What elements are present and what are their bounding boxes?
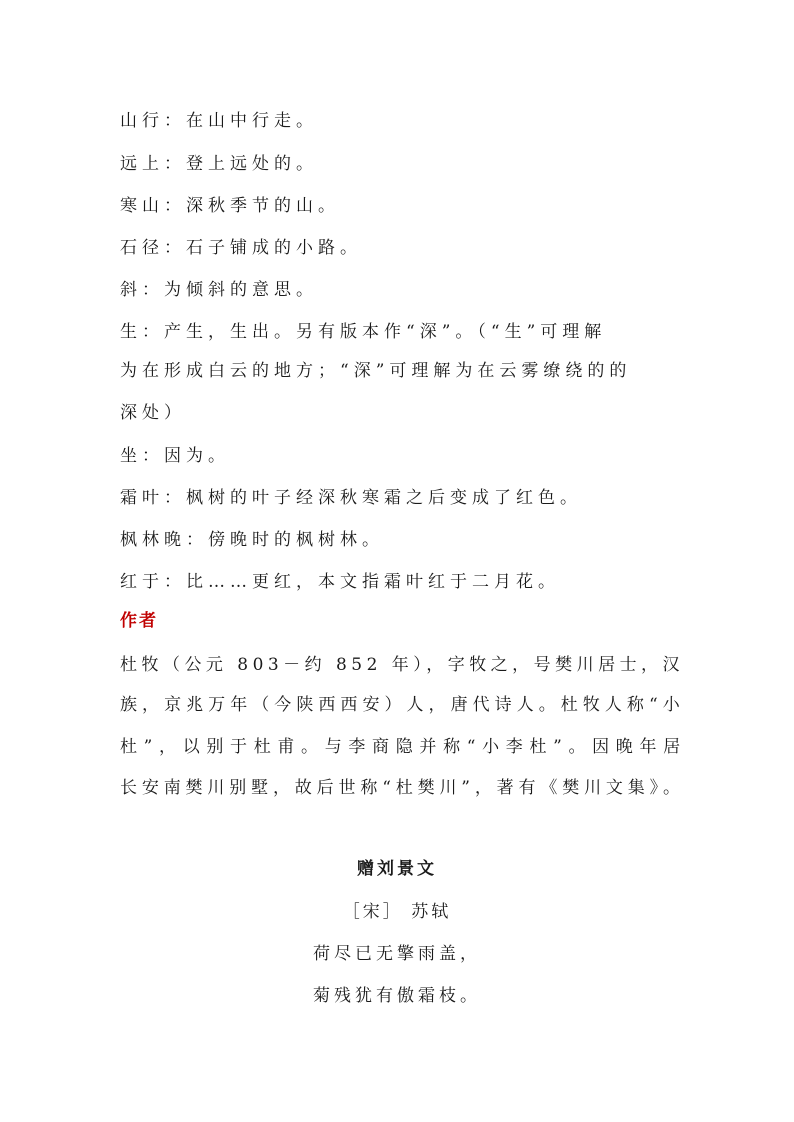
glossary-line: 寒山：深秋季节的山。 [120, 196, 340, 216]
glossary-line: 深处） [120, 403, 186, 423]
author-bio-line: 族，京兆万年（今陕西西安）人，唐代诗人。杜牧人称“小 [120, 695, 685, 715]
glossary-line: 坐：因为。 [120, 446, 230, 466]
author-bio-line: 杜”，以别于杜甫。与李商隐并称“小李杜”。因晚年居 [120, 737, 687, 757]
poem-title: 赠刘景文 [357, 859, 437, 879]
poem-line: 荷尽已无擎雨盖， [313, 944, 481, 964]
poem-line: 菊残犹有傲霜枝。 [313, 986, 481, 1006]
glossary-line: 远上：登上远处的。 [120, 154, 318, 174]
glossary-line: 生：产生，生出。另有版本作“深”。（“生”可理解 [120, 322, 607, 342]
glossary-line: 红于：比……更红，本文指霜叶红于二月花。 [120, 572, 560, 592]
glossary-line: 石径：石子铺成的小路。 [120, 238, 362, 258]
poem-byline: ［宋］ 苏轼 [342, 902, 452, 922]
glossary-line: 斜：为倾斜的意思。 [120, 280, 318, 300]
glossary-line: 霜叶：枫树的叶子经深秋寒霜之后变成了红色。 [120, 488, 582, 508]
glossary-line: 山行：在山中行走。 [120, 111, 318, 131]
author-bio-line: 长安南樊川别墅，故后世称“杜樊川”，著有《樊川文集》。 [120, 778, 685, 798]
author-heading: 作者 [120, 611, 158, 631]
glossary-line: 为在形成白云的地方；“深”可理解为在云雾缭绕的的 [120, 361, 632, 381]
glossary-line: 枫林晚：傍晚时的枫树林。 [120, 530, 384, 550]
author-bio-line: 杜牧（公元 803－约 852 年），字牧之，号樊川居士，汉 [120, 655, 685, 675]
